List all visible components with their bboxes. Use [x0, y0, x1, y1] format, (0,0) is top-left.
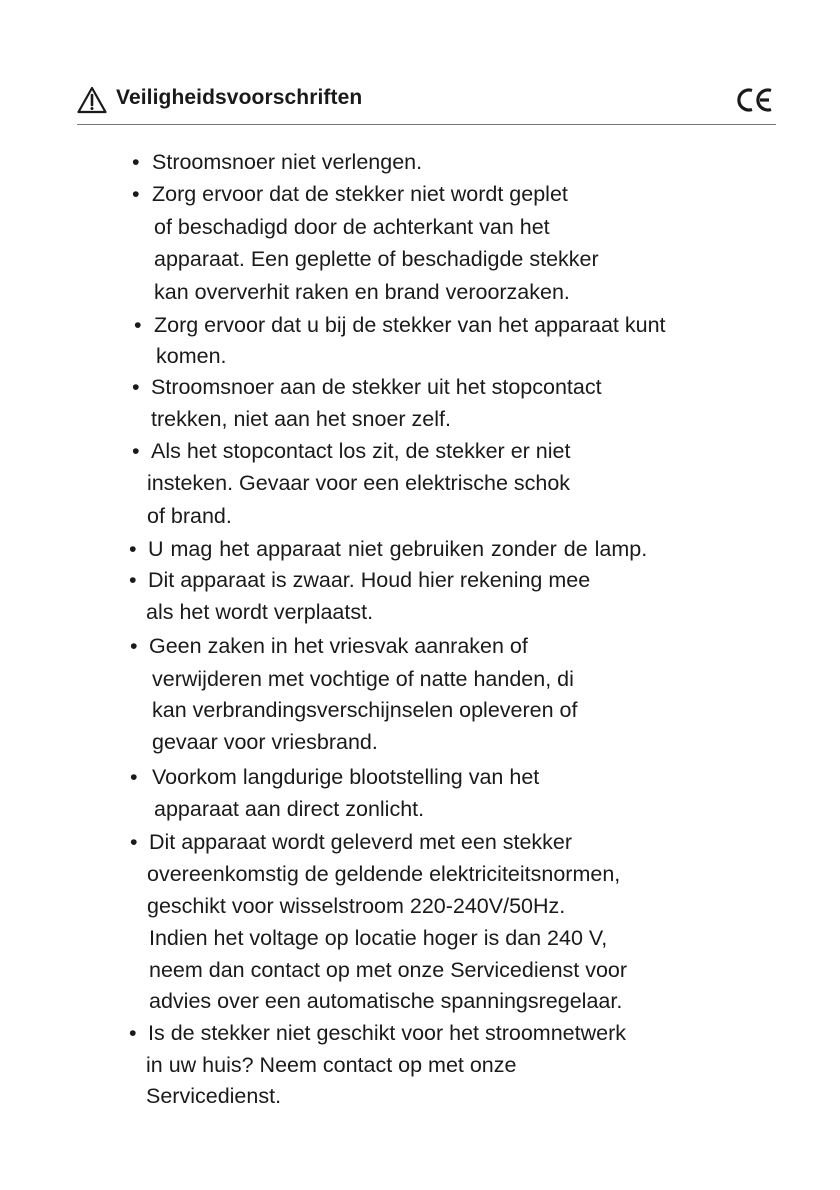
- list-item-line: gevaar voor vriesbrand.: [152, 730, 378, 754]
- bullet: •: [132, 375, 140, 399]
- list-item-line: als het wordt verplaatst.: [146, 600, 374, 624]
- list-item-line: Zorg ervoor dat de stekker niet wordt geplet: [152, 182, 568, 206]
- bullet: •: [132, 182, 140, 206]
- list-item-line: Stroomsnoer niet verlengen.: [152, 150, 423, 174]
- bullet: •: [129, 568, 137, 592]
- list-item-line: Dit apparaat wordt geleverd met een stekker: [149, 830, 573, 854]
- bullet: •: [132, 150, 140, 174]
- list-item-line: verwijderen met vochtige of natte handen, di: [152, 667, 574, 691]
- list-item-line: of brand.: [147, 504, 232, 528]
- list-item-line: geschikt voor wisselstroom 220-240V/50Hz.: [147, 894, 566, 918]
- list-item-line: Servicedienst.: [146, 1084, 282, 1108]
- list-item-line: Indien het voltage op locatie hoger is dan 240 V,: [149, 926, 608, 950]
- bullet: •: [130, 634, 138, 658]
- list-item-line: of beschadigd door de achterkant van het: [154, 215, 550, 239]
- bullet: •: [130, 765, 138, 789]
- list-item-line: Geen zaken in het vriesvak aanraken of: [149, 634, 528, 658]
- list-item-line: Zorg ervoor dat u bij de stekker van het apparaat kunt: [154, 313, 666, 337]
- list-item-line: overeenkomstig de geldende elektriciteitsnormen,: [147, 862, 621, 886]
- list-item-line: advies over een automatische spanningsregelaar.: [149, 989, 623, 1013]
- list-item-line: kan verbrandingsverschijnselen opleveren of: [152, 698, 578, 722]
- bullet: •: [134, 313, 142, 337]
- list-item-line: U mag het apparaat niet gebruiken zonder de lamp.: [148, 537, 648, 561]
- page-title: Veiligheidsvoorschriften: [116, 86, 363, 109]
- bullet: •: [129, 1021, 137, 1045]
- list-item-line: insteken. Gevaar voor een elektrische schok: [147, 471, 571, 495]
- list-item-line: Voorkom langdurige blootstelling van het: [152, 765, 540, 789]
- list-item-line: Als het stopcontact los zit, de stekker er niet: [151, 439, 571, 463]
- list-item-line: Stroomsnoer aan de stekker uit het stopcontact: [151, 375, 602, 399]
- list-item-line: Is de stekker niet geschikt voor het stroomnetwerk: [148, 1021, 626, 1045]
- list-item-line: Dit apparaat is zwaar. Houd hier rekening mee: [148, 568, 591, 592]
- list-item-line: trekken, niet aan het snoer zelf.: [151, 407, 451, 431]
- list-item-line: komen.: [156, 344, 227, 368]
- list-item-line: apparaat aan direct zonlicht.: [154, 797, 425, 821]
- bullet: •: [129, 537, 137, 561]
- list-item-line: kan oververhit raken en brand veroorzaken.: [154, 280, 570, 304]
- bullet: •: [130, 830, 138, 854]
- list-item-line: apparaat. Een geplette of beschadigde stekker: [154, 247, 599, 271]
- list-item-line: neem dan contact op met onze Servicedienst voor: [149, 958, 628, 982]
- bullet: •: [132, 439, 140, 463]
- list-item-line: in uw huis? Neem contact op met onze: [146, 1053, 517, 1077]
